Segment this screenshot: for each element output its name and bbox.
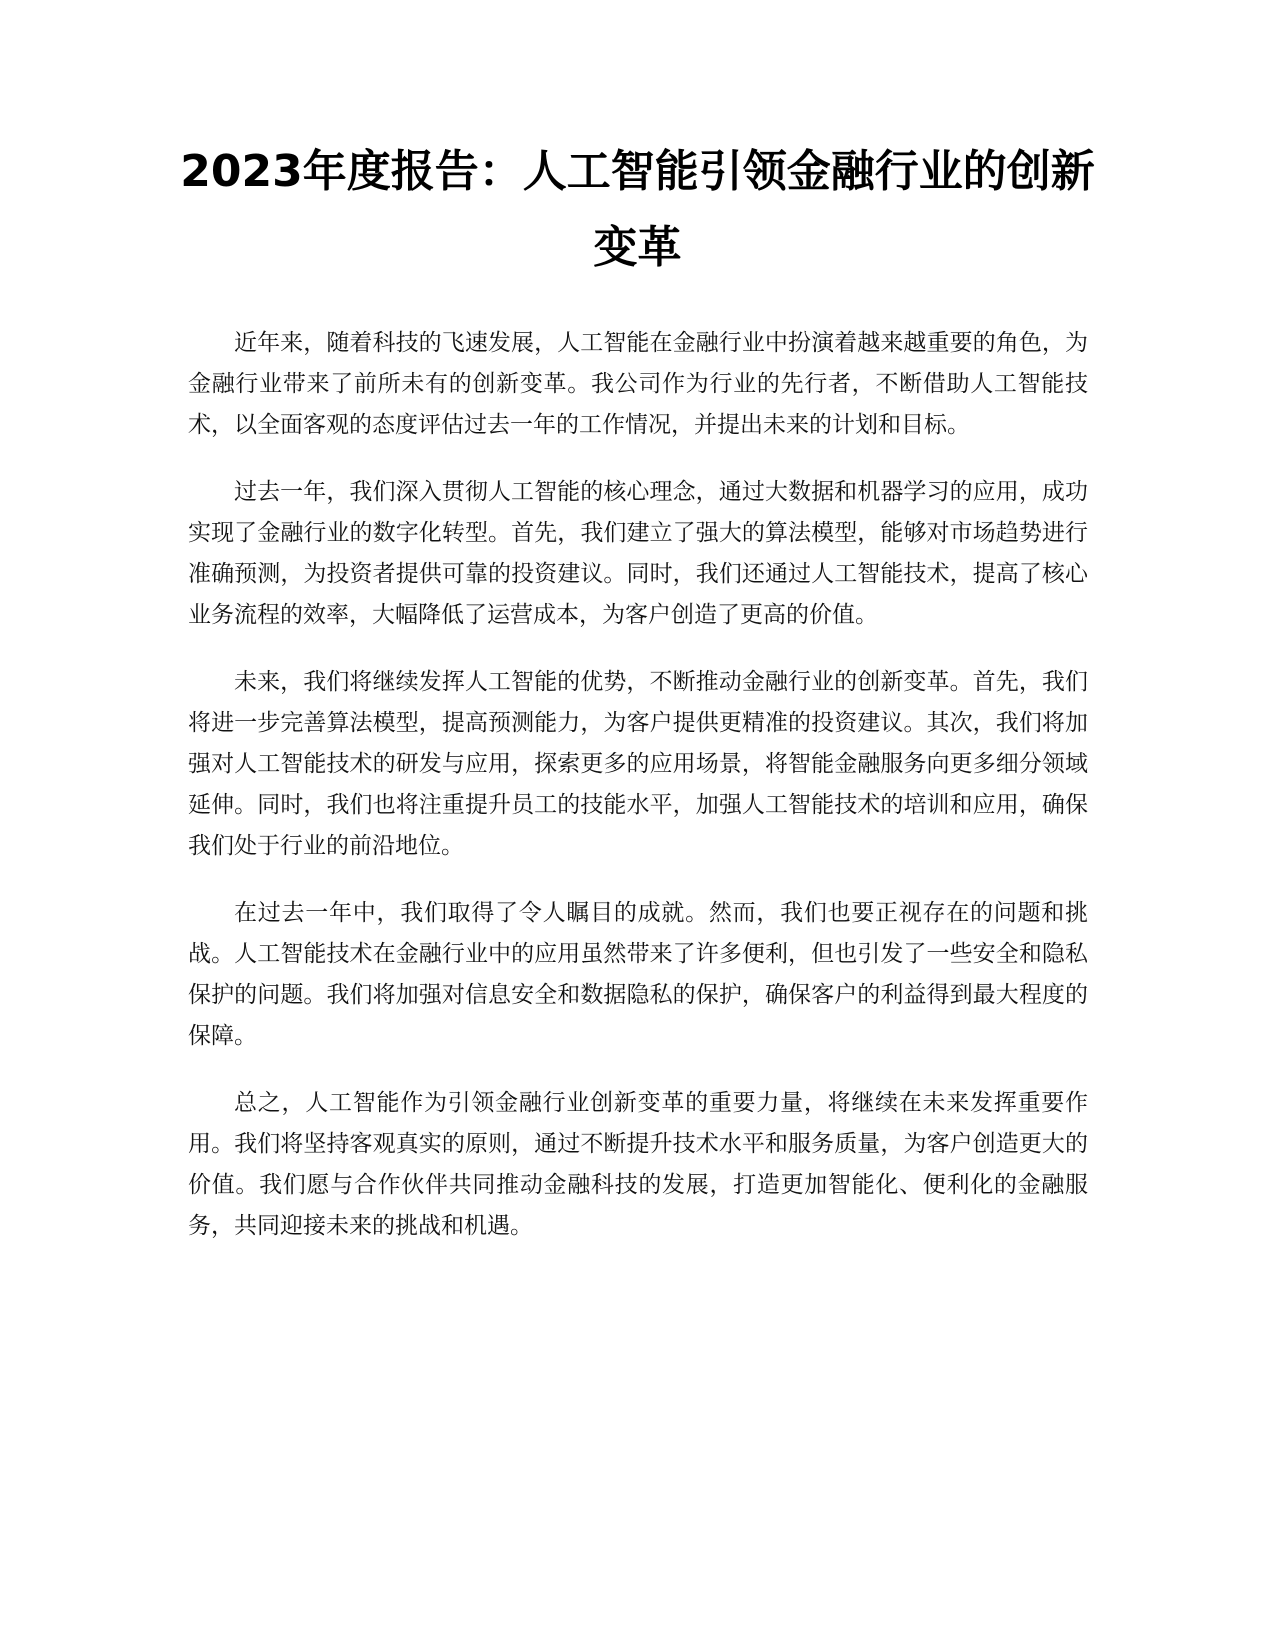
paragraph-4: 在过去一年中，我们取得了令人瞩目的成就。然而，我们也要正视存在的问题和挑战。人工智能技术在金融行业中的应用虽然带来了许多便利，但也引发了一些安全和隐私保护的问题。我们将加强对信息安全和数据隐私的保护，确保客户的利益得到最大程度的保障。 [188,900,1088,1049]
paragraph-2: 过去一年，我们深入贯彻人工智能的核心理念，通过大数据和机器学习的应用，成功实现了金融行业的数字化转型。首先，我们建立了强大的算法模型，能够对市场趋势进行准确预测，为投资者提供可靠的投资建议。同时，我们还通过人工智能技术，提高了核心业务流程的效率，大幅降低了运营成本，为客户创造了更高的价值。 [188,479,1088,628]
paragraph-5: 总之，人工智能作为引领金融行业创新变革的重要力量，将继续在未来发挥重要作用。我们将坚持客观真实的原则，通过不断提升技术水平和服务质量，为客户创造更大的价值。我们愿与合作伙伴共同推动金融科技的发展，打造更加智能化、便利化的金融服务，共同迎接未来的挑战和机遇。 [188,1090,1088,1239]
document-body [188,323,1088,1273]
document-title: 2023年度报告：人工智能引领金融行业的创新变革 [180,146,1095,273]
paragraph-1: 近年来，随着科技的飞速发展，人工智能在金融行业中扮演着越来越重要的角色，为金融行业带来了前所未有的创新变革。我公司作为行业的先行者，不断借助人工智能技术，以全面客观的态度评估过去一年的工作情况，并提出未来的计划和目标。 [188,330,1088,438]
paragraph-3: 未来，我们将继续发挥人工智能的优势，不断推动金融行业的创新变革。首先，我们将进一步完善算法模型，提高预测能力，为客户提供更精准的投资建议。其次，我们将加强对人工智能技术的研发与应用，探索更多的应用场景，将智能金融服务向更多细分领域延伸。同时，我们也将注重提升员工的技能水平，加强人工智能技术的培训和应用，确保我们处于行业的前沿地位。 [188,669,1088,859]
